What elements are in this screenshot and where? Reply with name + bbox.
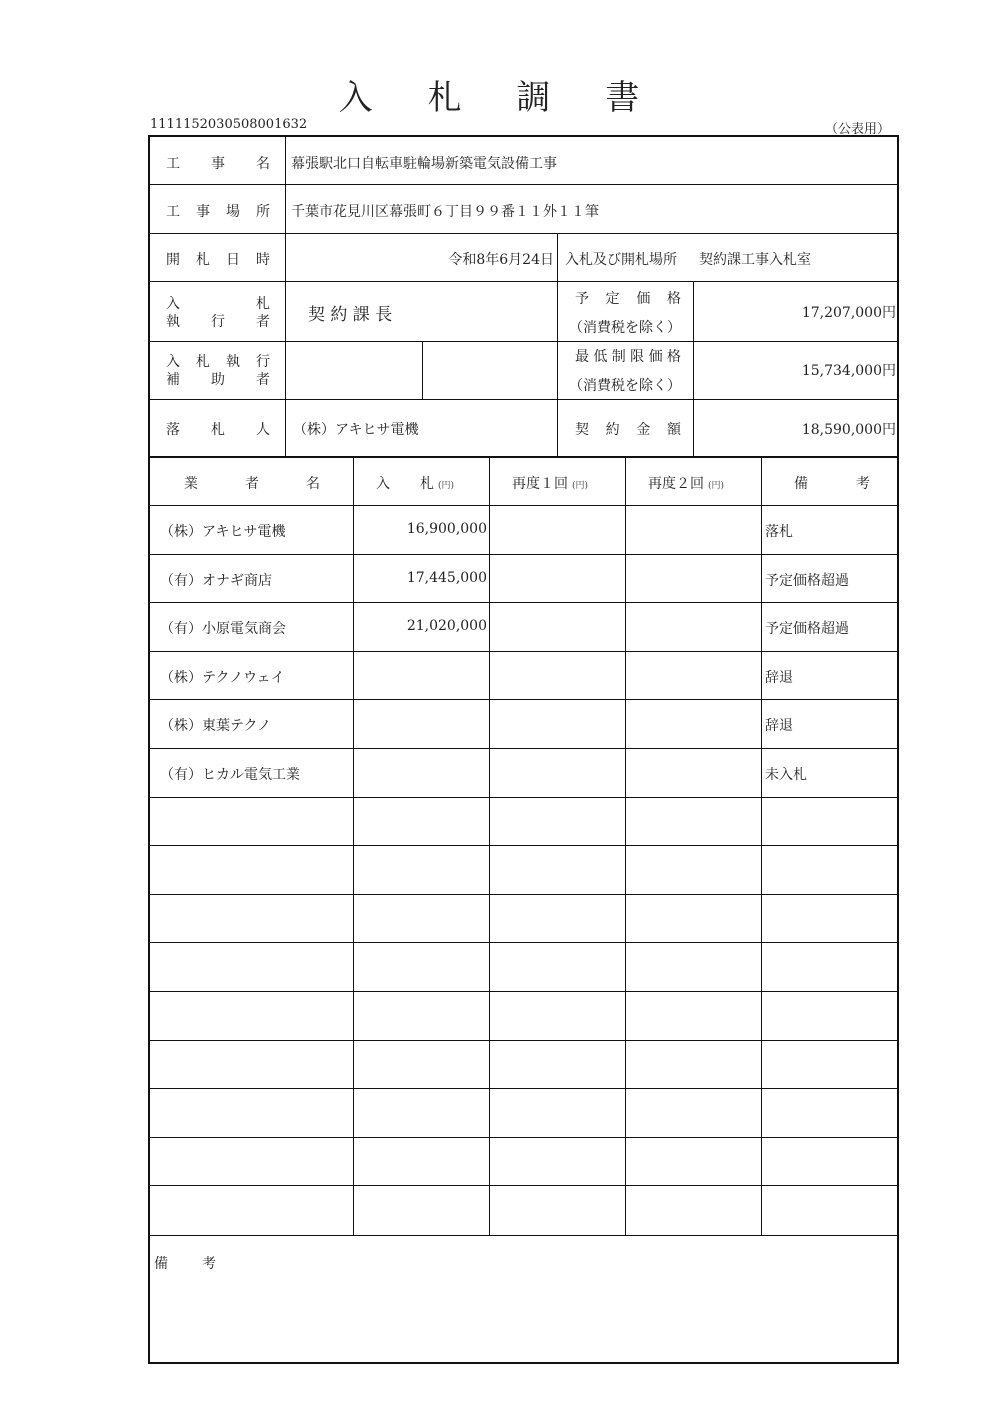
opening-date: 令和8年6月24日: [448, 252, 554, 268]
project-name: 幕張駅北口自転車駐輪場新築電気設備工事: [291, 156, 557, 172]
bid-record-form: [148, 135, 899, 1364]
planned-price-tax-note: （消費税を除く）: [569, 320, 681, 336]
table-row-rule: [150, 1088, 897, 1089]
vendor-cell: （有）ヒカル電気工業: [160, 767, 300, 783]
col-rebid2-header: 再度２回 (円): [648, 476, 725, 492]
table-row-rule: [150, 554, 897, 555]
vendor-cell: （有）小原電気商会: [160, 621, 286, 638]
table-row-rule: [150, 748, 897, 749]
bid-cell: 21,020,000: [406, 618, 487, 635]
table-row-rule: [150, 942, 897, 943]
opening-label: 開 札 日 時: [166, 252, 270, 268]
col-remarks-header: 備 考: [794, 476, 870, 492]
vendor-cell: （有）オナギ商店: [160, 572, 272, 589]
contract-amount-label: 契 約 金 額: [575, 422, 681, 438]
header-rule: [150, 184, 897, 185]
header-divider: [693, 281, 694, 457]
vendor-cell: （株）テクノウェイ: [160, 669, 285, 686]
table-row-rule: [150, 505, 897, 506]
planned-price: 17,207,000円: [801, 305, 896, 321]
vendor-cell: （株）アキヒサ電機: [160, 524, 286, 540]
table-row-rule: [150, 699, 897, 700]
remarks-cell: 落札: [765, 524, 793, 540]
remarks-cell: 予定価格超過: [765, 572, 849, 589]
remarks-cell: 辞退: [765, 669, 793, 686]
table-row-rule: [150, 651, 897, 652]
col-rebid1-header: 再度１回 (円): [512, 476, 589, 492]
winner-label: 落 札 人: [166, 422, 270, 438]
header-divider: [557, 233, 558, 281]
contract-amount: 18,590,000円: [801, 422, 896, 438]
table-row-rule: [150, 797, 897, 798]
min-price: 15,734,000円: [801, 363, 896, 379]
table-column-rule: [353, 457, 354, 1236]
header-rule: [150, 281, 897, 282]
vendor-cell: （株）東葉テクノ: [160, 718, 272, 735]
header-rule: [150, 341, 897, 342]
remarks-cell: 未入札: [765, 767, 807, 783]
document-number: 1111152030508001632: [150, 117, 308, 132]
remarks-rule: [150, 1235, 897, 1236]
col-vendor-header: 業 者 名: [184, 476, 320, 492]
assistant-label-line1: 入 札 執 行: [166, 354, 270, 370]
project-name-label: 工 事 名: [166, 156, 270, 172]
bid-cell: 17,445,000: [406, 569, 487, 586]
winner: （株）アキヒサ電機: [293, 422, 419, 438]
bid-place: 契約課工事入札室: [699, 252, 811, 268]
planned-price-label: 予 定 価 格: [575, 291, 681, 307]
table-column-rule: [761, 457, 762, 1236]
header-rule: [150, 399, 897, 400]
header-divider: [285, 137, 286, 457]
table-row-rule: [150, 1185, 897, 1186]
table-column-rule: [625, 457, 626, 1236]
location-label: 工 事 場 所: [166, 204, 270, 220]
header-rule: [150, 233, 897, 234]
document-title: 入 札 調 書: [338, 78, 662, 118]
bid-cell: 16,900,000: [406, 521, 487, 537]
assistant-label-line2: 補 助 者: [166, 372, 270, 388]
executor-label-line2: 執 行 者: [166, 314, 270, 330]
table-row-rule: [150, 894, 897, 895]
min-price-label: 最 低 制 限 価 格: [575, 349, 681, 365]
remarks-cell: 辞退: [765, 718, 793, 735]
table-row-rule: [150, 1137, 897, 1138]
table-row-rule: [150, 1040, 897, 1041]
public-label: （公表用）: [824, 122, 890, 137]
section-rule: [150, 456, 897, 458]
project-location: 千葉市花見川区幕張町６丁目９９番１１外１１筆: [291, 204, 599, 220]
remarks-label: 備 考: [154, 1256, 216, 1272]
header-divider: [422, 341, 423, 399]
bid-place-label: 入札及び開札場所: [565, 252, 677, 268]
remarks-cell: 予定価格超過: [765, 621, 849, 638]
table-row-rule: [150, 602, 897, 603]
table-row-rule: [150, 991, 897, 992]
header-divider: [557, 281, 558, 457]
table-row-rule: [150, 845, 897, 846]
col-bid-header: 入 札 (円): [376, 476, 455, 492]
executor: 契 約 課 長: [308, 305, 393, 325]
min-price-tax-note: （消費税を除く）: [569, 378, 681, 394]
executor-label-line1: 入 札: [166, 296, 270, 312]
table-column-rule: [489, 457, 490, 1236]
